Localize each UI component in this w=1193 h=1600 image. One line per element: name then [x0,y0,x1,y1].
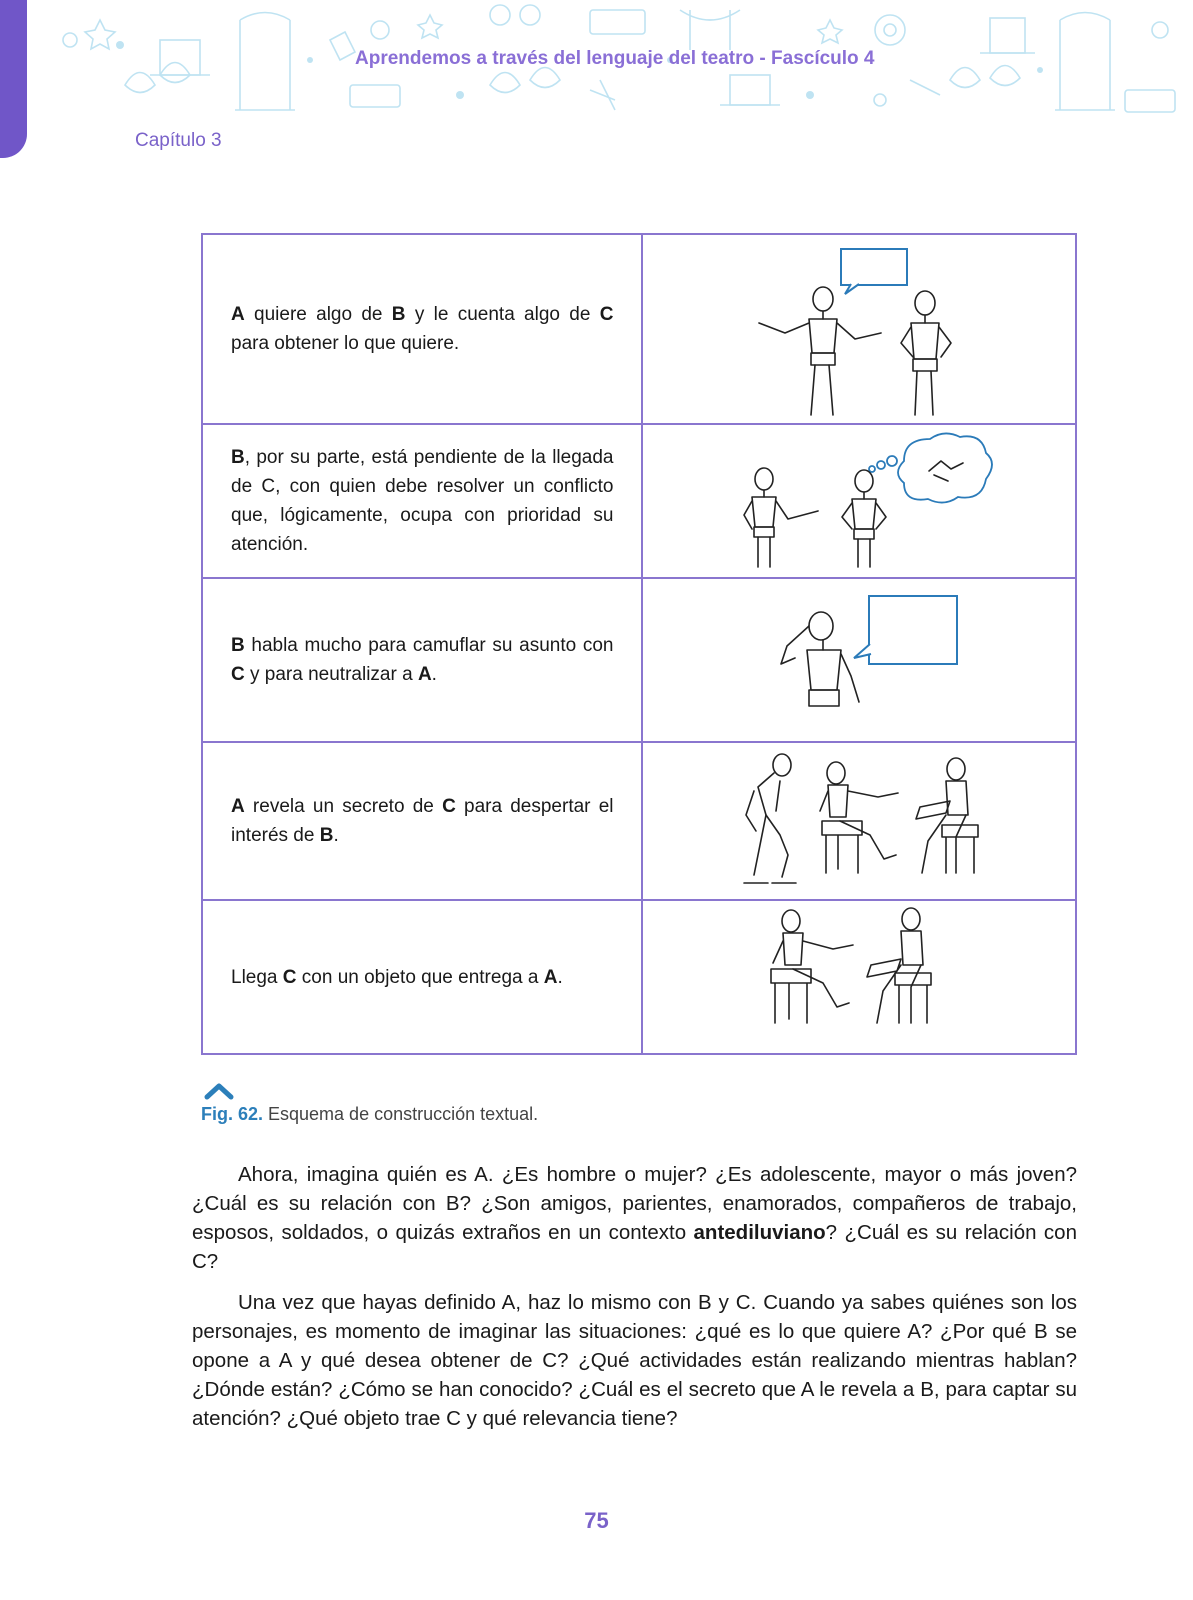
paragraph-text-segment: Ahora, imagina quién es A. ¿Es hombre o mujer? ¿Es adolescente, mayor o más joven? ¿Cuál es su relación con B? ¿Son amigos, parientes, enamorados, compañeros de trabajo, esposos, soldados, o quizás extraños en un contexto [192,1163,1077,1244]
paragraph-text-bold: antediluviano [693,1221,826,1244]
row-illustration [642,742,1076,900]
row-text-bold: C [442,796,456,817]
row-illustration [642,578,1076,742]
row-text-segment: , por su parte, está pendiente de la llegada de C, con quien debe resolver un conflicto que, lógicamente, ocupa con prioridad su atención. [231,447,614,555]
table-row [202,424,1076,578]
body-paragraph [192,1160,1077,1276]
row-text-segment: y para neutralizar a [244,664,418,685]
row-text [202,742,642,900]
row-text-segment: para obtener lo que quiere. [231,333,460,354]
three-mannequins-sitting-illustration [724,751,994,891]
table-row [202,234,1076,424]
row-text-segment: . [431,664,437,685]
row-illustration [642,234,1076,424]
row-text-segment: Llega [231,966,283,988]
row-text-segment: con un objeto que entrega a [296,966,544,988]
row-text-bold: B [391,304,406,325]
figure-caption-text: Esquema de construcción textual. [263,1104,539,1124]
figure-caption [201,1104,538,1125]
chapter-side-tab [0,0,27,158]
page-number: 75 [584,1508,609,1533]
header-title: Aprendemos a través del lenguaje del teatro - Fascículo 4 [355,48,875,69]
chevron-up-icon [204,1082,234,1100]
row-text-segment: habla mucho para camuflar su asunto con [244,635,614,656]
row-text-bold: A [231,796,245,817]
row-illustration [642,900,1076,1054]
row-text-bold: B [231,447,245,468]
row-text [202,900,642,1054]
row-text-bold: C [599,304,614,325]
table-row [202,742,1076,900]
row-text-bold: C [231,664,245,685]
two-mannequins-seated-object-illustration [759,907,959,1047]
row-text-bold: C [282,966,297,988]
row-text-segment: quiere algo de [244,304,392,325]
row-text-segment: revela un secreto de [244,796,443,817]
body-paragraph [192,1288,1077,1433]
construction-scheme-table [201,233,1077,1055]
row-text-segment: . [333,825,339,846]
row-text-segment: . [557,966,563,988]
row-text-segment: para despertar el interés de [231,796,614,846]
two-mannequins-speech-illustration [729,241,989,417]
table-row [202,900,1076,1054]
row-text-bold: A [231,304,245,325]
figure-label: Fig. 62. [201,1104,264,1124]
row-text-bold: B [319,825,334,846]
row-text [202,578,642,742]
talking-mannequin-illustration [749,586,969,734]
row-text-bold: B [231,635,245,656]
row-text [202,424,642,578]
table-row [202,578,1076,742]
two-mannequins-thought-illustration [724,431,994,571]
row-text-segment: y le cuenta algo de [405,304,600,325]
row-text-bold: A [543,966,558,988]
row-text-bold: A [417,664,432,685]
row-illustration [642,424,1076,578]
chapter-label: Capítulo 3 [135,130,222,151]
paragraph-text-segment: Una vez que hayas definido A, haz lo mismo con B y C. Cuando ya sabes quiénes son los personajes, es momento de imaginar las situaciones: ¿qué es lo que quiere A? ¿Por qué B se opone a A y qué desea obtener de C? ¿Qué actividades están realizando mientras hablan? ¿Dónde están? ¿Cómo se han conocido? ¿Cuál es el secreto que A le revela a B, para captar su atención? ¿Qué objeto trae C y qué relevancia tiene? [192,1291,1077,1430]
paragraph-text-segment: ? ¿Cuál es su relación con C? [192,1221,1077,1273]
row-text [202,234,642,424]
